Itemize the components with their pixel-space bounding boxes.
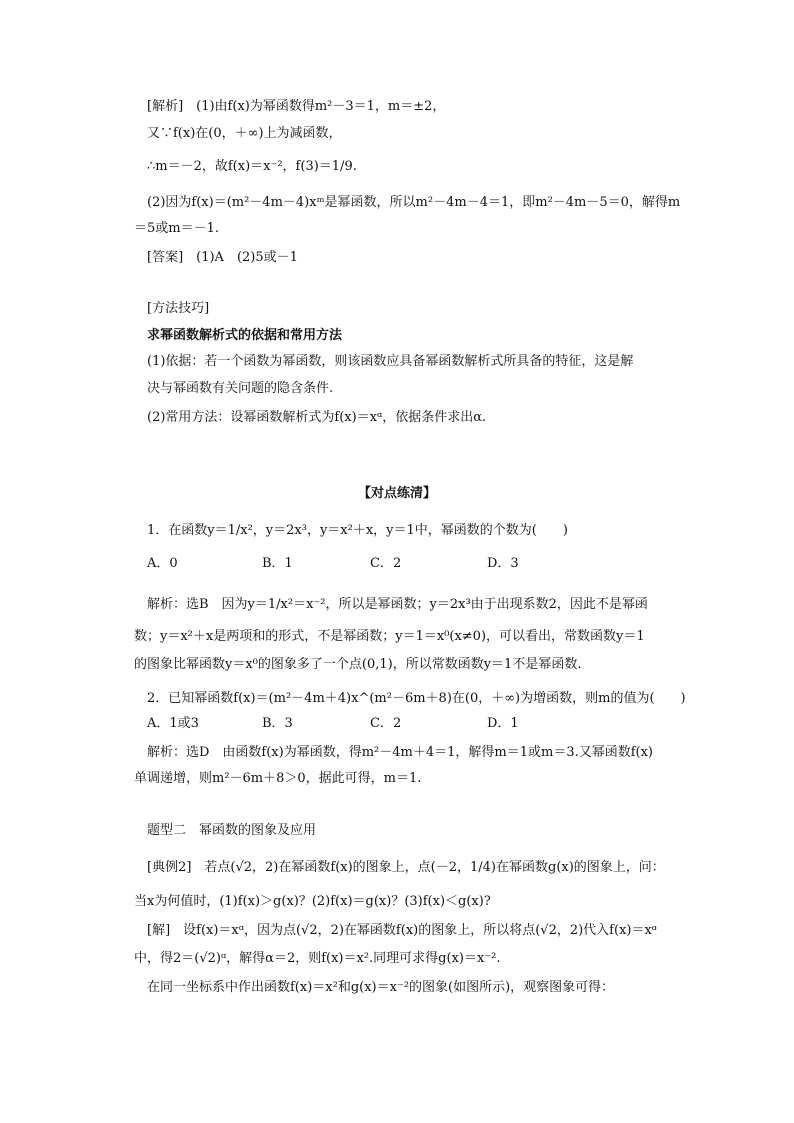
answer-1-line-a: 解析：选B 因为y＝1/x²＝x⁻²，所以是幂函数；y＝2x³由于出现系数2，因此不是幂函 [147, 597, 648, 612]
practice-heading: 【对点练清】 [357, 486, 436, 501]
example-2-solution-a: [解] 设f(x)＝xᵅ，因为点(√2，2)在幂函数f(x)的图象上，所以将点(√2，2)代入f(x)＝xᵅ [147, 923, 658, 938]
answer-2-line-b: 单调递增，则m²－6m＋8＞0，据此可得，m＝1. [134, 771, 422, 786]
question-1-options [0, 555, 794, 573]
method-para-1b: 决与幂函数有关问题的隐含条件. [147, 381, 334, 396]
method-heading: [方法技巧] [147, 301, 210, 316]
answer-1-line-b: 数；y＝x²＋x是两项和的形式，不是幂函数；y＝1＝x⁰(x≠0)，可以看出，常数函数y＝1 [134, 629, 645, 644]
method-para-2: (2)常用方法：设幂函数解析式为f(x)＝xᵅ，依据条件求出α. [147, 410, 487, 425]
topic-2-heading: 题型二 幂函数的图象及应用 [147, 823, 317, 838]
answer-1-line-c: 的图象比幂函数y＝x⁰的图象多了一个点(0,1)，所以常数函数y＝1不是幂函数. [134, 657, 582, 672]
example-2-line-b: 当x为何值时，(1)f(x)＞g(x)？(2)f(x)＝g(x)？(3)f(x)＜g(x)? [134, 894, 491, 909]
q2-option-b: B．3 [262, 716, 293, 731]
example-2-solution-b: 中，得2＝(√2)ᵅ，解得α＝2，则f(x)＝x².同理可求得g(x)＝x⁻². [134, 951, 501, 966]
q2-option-a: A．1或3 [147, 716, 199, 731]
solution-line-5: ＝5或m＝－1. [134, 221, 220, 236]
question-2: 2．已知幂函数f(x)＝(m²－4m＋4)x^(m²－6m＋8)在(0，＋∞)为增函数，则m的值为( ) [147, 691, 686, 706]
solution-line-1: [解析] (1)由f(x)为幂函数得m²－3＝1，m＝±2， [147, 99, 446, 114]
answer-line: [答案] (1)A (2)5或－1 [147, 250, 298, 265]
method-para-1a: (1)依据：若一个函数为幂函数，则该函数应具备幂函数解析式所具备的特征，这是解 [147, 354, 634, 369]
question-2-options [0, 715, 794, 733]
q2-option-d: D．1 [487, 716, 519, 731]
solution-line-3: ∴m＝－2，故f(x)＝x⁻²，f(3)＝1/9. [147, 159, 357, 174]
answer-2-line-a: 解析：选D 由函数f(x)为幂函数，得m²－4m＋4＝1，解得m＝1或m＝3.又幂函数f(x) [147, 745, 654, 760]
question-1: 1．在函数y＝1/x²，y＝2x³，y＝x²＋x，y＝1中，幂函数的个数为( ) [147, 523, 568, 538]
method-title: 求幂函数解析式的依据和常用方法 [147, 328, 343, 343]
q1-option-a: A．0 [147, 556, 178, 571]
q1-option-d: D．3 [487, 556, 519, 571]
q1-option-c: C．2 [370, 556, 402, 571]
solution-line-4: (2)因为f(x)＝(m²－4m－4)xᵐ是幂函数，所以m²－4m－4＝1，即m²－4m－5＝0，解得m [147, 195, 681, 210]
q1-option-b: B．1 [262, 556, 293, 571]
solution-line-2: 又∵f(x)在(0，＋∞)上为减函数， [147, 126, 342, 141]
example-2-solution-c: 在同一坐标系中作出函数f(x)＝x²和g(x)＝x⁻²的图象(如图所示)，观察图象可得： [147, 980, 615, 995]
q2-option-c: C．2 [370, 716, 402, 731]
example-2-line-a: [典例2] 若点(√2，2)在幂函数f(x)的图象上，点(－2，1/4)在幂函数g(x)的图象上，问： [147, 860, 665, 875]
